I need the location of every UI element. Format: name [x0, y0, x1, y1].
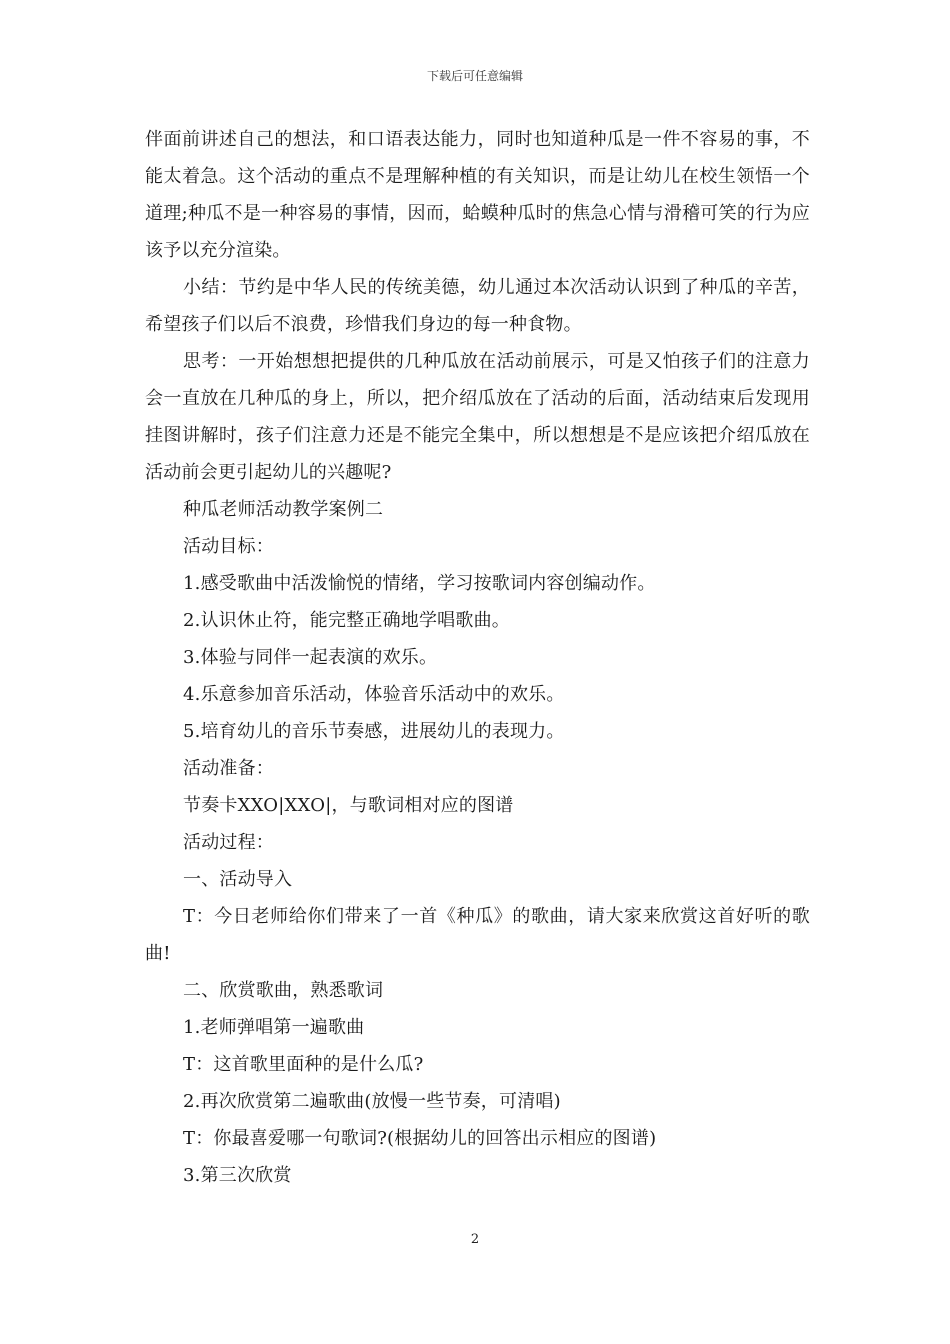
substep-1: 1.老师弹唱第一遍歌曲 [183, 1017, 365, 1038]
goal-item-2: 2.认识休止符，能完整正确地学唱歌曲。 [183, 610, 510, 631]
process-step-2: 二、欣赏歌曲，熟悉歌词 [183, 980, 384, 1001]
teacher-line-3: T：你最喜爱哪一句歌词?(根据幼儿的回答出示相应的图谱) [183, 1128, 657, 1149]
page-number: 2 [470, 1232, 480, 1247]
preparation-item: 节奏卡XXO|XXO|，与歌词相对应的图谱 [183, 795, 514, 816]
page-header-note: 下载后可任意编辑 [426, 69, 523, 83]
goal-item-4: 4.乐意参加音乐活动，体验音乐活动中的欢乐。 [183, 684, 565, 705]
substep-2: 2.再次欣赏第二遍歌曲(放慢一些节奏，可清唱) [183, 1091, 561, 1112]
heading-goals: 活动目标： [183, 536, 274, 557]
section-title: 种瓜老师活动教学案例二 [183, 499, 384, 520]
heading-preparation: 活动准备： [183, 758, 274, 779]
goal-item-1: 1.感受歌曲中活泼愉悦的情绪，学习按歌词内容创编动作。 [183, 573, 656, 594]
substep-3: 3.第三次欣赏 [183, 1165, 292, 1186]
document-body [145, 121, 810, 1194]
process-step-1: 一、活动导入 [183, 869, 293, 890]
paragraph-1: 伴面前讲述自己的想法，和口语表达能力，同时也知道种瓜是一件不容易的事，不能太着急。这个活动的重点不是理解种植的有关知识，而是让幼儿在校生领悟一个道理;种瓜不是一种容易的事情，因而，蛤蟆种瓜时的焦急心情与滑稽可笑的行为应该予以充分渲染。 [145, 129, 810, 261]
paragraph-reflection: 思考：一开始想想把提供的几种瓜放在活动前展示，可是又怕孩子们的注意力会一直放在几种瓜的身上，所以，把介绍瓜放在了活动的后面，活动结束后发现用挂图讲解时，孩子们注意力还是不能完全集中，所以想想是不是应该把介绍瓜放在活动前会更引起幼儿的兴趣呢? [145, 351, 810, 483]
paragraph-summary: 小结：节约是中华人民的传统美德，幼儿通过本次活动认识到了种瓜的辛苦，希望孩子们以后不浪费，珍惜我们身边的每一种食物。 [145, 277, 810, 335]
teacher-line-2: T：这首歌里面种的是什么瓜? [183, 1054, 424, 1075]
heading-process: 活动过程： [183, 832, 274, 853]
teacher-line-1: T：今日老师给你们带来了一首《种瓜》的歌曲，请大家来欣赏这首好听的歌曲! [145, 906, 810, 964]
goal-item-3: 3.体验与同伴一起表演的欢乐。 [183, 647, 438, 668]
goal-item-5: 5.培育幼儿的音乐节奏感，进展幼儿的表现力。 [183, 721, 565, 742]
